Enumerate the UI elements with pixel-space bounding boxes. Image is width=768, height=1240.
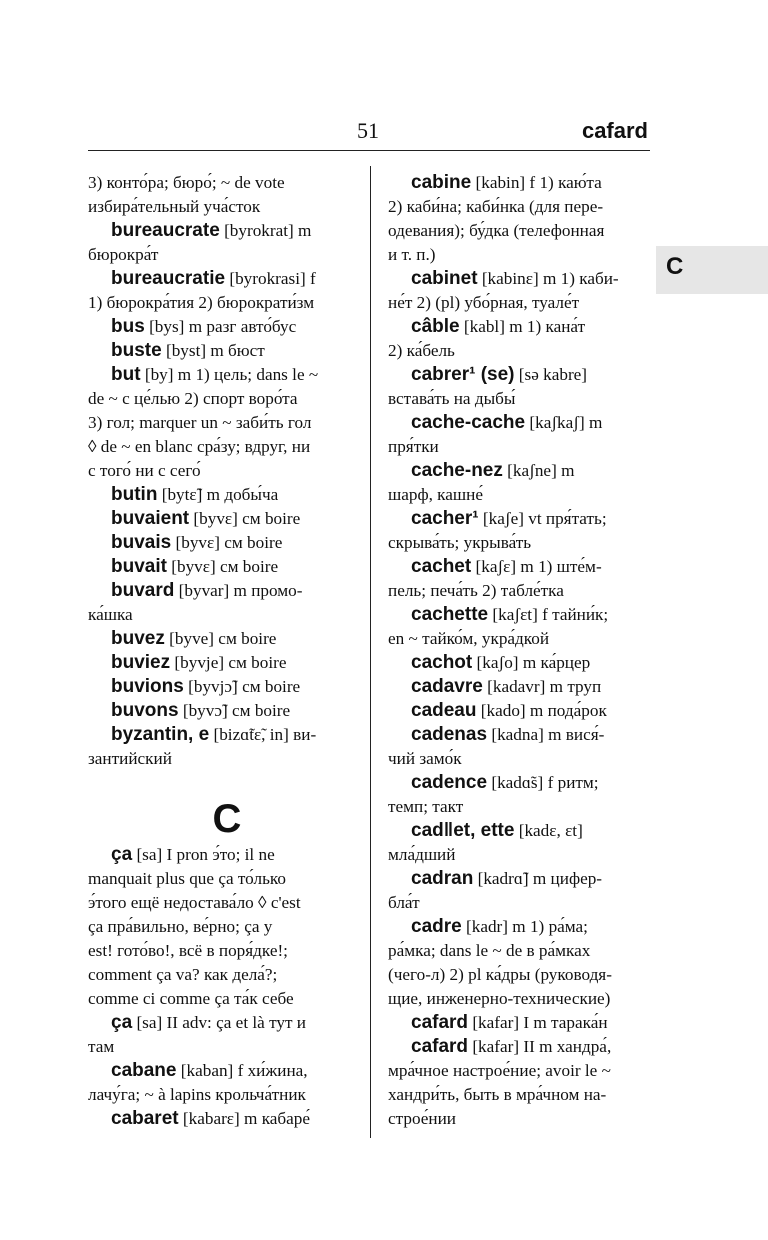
entry-text: [bizɑ̃tɛ̃, in] ви- [209, 725, 317, 744]
headword: buvions [111, 676, 184, 697]
entry-continuation-line [88, 387, 358, 411]
headword: cadre [411, 916, 462, 937]
entry-continuation-line [88, 459, 358, 483]
entry-continuation-line [88, 747, 358, 771]
dictionary-entry [388, 699, 650, 723]
dictionary-entry [88, 531, 358, 555]
headword: byzantin, e [111, 724, 210, 745]
dictionary-entry [388, 171, 650, 195]
dictionary-entry [388, 363, 650, 387]
entry-continuation-line [388, 291, 650, 315]
dictionary-entry [388, 819, 650, 843]
headword: cafard [411, 1012, 469, 1033]
entry-text: (чего-л) 2) pl ка́дры (руководя- [388, 965, 612, 984]
entry-continuation-line [88, 1035, 358, 1059]
entry-text: [kadɛ, ɛt] [514, 821, 583, 840]
headword: buvard [111, 580, 175, 601]
dictionary-entry [88, 1059, 358, 1083]
column-divider [370, 166, 371, 1138]
entry-continuation-line [388, 747, 650, 771]
headword: cache-cache [411, 412, 526, 433]
entry-continuation-line [88, 867, 358, 891]
section-letter: C [212, 797, 242, 841]
entry-text: шарф, кашне́ [388, 485, 483, 504]
entry-text: [kado] m пода́рок [476, 701, 607, 720]
headword: ça [111, 1012, 133, 1033]
entry-text: бла́т [388, 893, 420, 912]
entry-text: comme ci comme ça та́к себе [88, 989, 294, 1008]
dictionary-entry [88, 483, 358, 507]
entry-text: [byvɔ̃] см boire [178, 701, 291, 720]
entry-text: [kafar] II m хандра́, [468, 1037, 612, 1056]
entry-continuation-line [388, 339, 650, 363]
headword: cafard [411, 1036, 469, 1057]
entry-text: 3) конто́ра; бюро́; ~ de vote [88, 173, 285, 192]
entry-text: встава́ть на дыбы́ [388, 389, 516, 408]
running-head-word: cafard [581, 118, 648, 143]
left-column [88, 171, 358, 1131]
entry-text: [kaʃɛ] m 1) ште́м- [471, 557, 602, 576]
headword: cadenas [411, 724, 488, 745]
entry-text: и т. п.) [388, 245, 436, 264]
entry-text: [kafar] I m тарака́н [468, 1013, 608, 1032]
dictionary-entry [388, 507, 650, 531]
entry-text: [kaban] f хи́жина, [176, 1061, 308, 1080]
entry-text: 3) гол; marquer un ~ заби́ть гол [88, 413, 312, 432]
headword: cachot [411, 652, 473, 673]
dictionary-entry [388, 915, 650, 939]
entry-continuation-line [388, 987, 650, 1011]
entry-text: [by] m 1) цель; dans le ~ [140, 365, 319, 384]
entry-text: там [88, 1037, 115, 1056]
dictionary-entry [88, 579, 358, 603]
entry-continuation-line [388, 531, 650, 555]
dictionary-entry [88, 675, 358, 699]
headword: buvez [111, 628, 165, 649]
dictionary-entry [88, 555, 358, 579]
entry-text: щие, инженерно-технические) [388, 989, 611, 1008]
entry-continuation-line [388, 483, 650, 507]
headword: buvait [111, 556, 167, 577]
dictionary-entry [88, 315, 358, 339]
dictionary-entry [388, 651, 650, 675]
entry-text: [byvjɔ̃] см boire [183, 677, 301, 696]
headword: bus [111, 316, 145, 337]
headword: buvaient [111, 508, 190, 529]
entry-continuation-line [388, 843, 650, 867]
entry-text: [kadr] m 1) ра́ма; [461, 917, 588, 936]
entry-text: [kaʃe] vt пря́тать; [478, 509, 607, 528]
entry-continuation-line [88, 915, 358, 939]
entry-continuation-line [388, 243, 650, 267]
entry-text: [kabl] m 1) кана́т [459, 317, 586, 336]
dictionary-entry [388, 1035, 650, 1059]
entry-text: [byvɛ] см boire [171, 533, 283, 552]
dictionary-entry [388, 555, 650, 579]
dictionary-entry [388, 411, 650, 435]
entry-text: мла́дший [388, 845, 456, 864]
entry-continuation-line [88, 603, 358, 627]
thumb-index-letter: C [666, 253, 684, 280]
entry-text: темп; такт [388, 797, 464, 816]
headword: bureaucratie [111, 268, 226, 289]
headword: butin [111, 484, 158, 505]
entry-continuation-line [388, 435, 650, 459]
entry-continuation-line [88, 891, 358, 915]
entry-continuation-line [388, 219, 650, 243]
entry-text: [byvɛ] см boire [166, 557, 279, 576]
entry-text: [kabinɛ] m 1) каби- [477, 269, 619, 288]
entry-text: пель; печа́ть 2) табле́тка [388, 581, 564, 600]
dictionary-entry [88, 627, 358, 651]
entry-text: хандри́ть, быть в мра́чном на- [388, 1085, 607, 1104]
entry-text: с того́ ни с сего́ [88, 461, 201, 480]
headword: buvons [111, 700, 179, 721]
dictionary-entry [388, 675, 650, 699]
entry-continuation-line [88, 243, 358, 267]
entry-continuation-line [88, 411, 358, 435]
dictionary-entry [388, 771, 650, 795]
entry-continuation-line [388, 195, 650, 219]
dictionary-entry [88, 1011, 358, 1035]
entry-text: [kadrɑ̃] m цифер- [473, 869, 603, 888]
dictionary-entry [388, 603, 650, 627]
dictionary-entry [88, 507, 358, 531]
entry-text: [byrokrasi] f [225, 269, 316, 288]
entry-text: бюрокра́т [88, 245, 159, 264]
headword: cadavre [411, 676, 483, 697]
headword: cache-nez [411, 460, 503, 481]
entry-text: [kadna] m вися́- [487, 725, 605, 744]
entry-continuation-line [388, 963, 650, 987]
entry-continuation-line [388, 627, 650, 651]
entry-text: [kadavr] m труп [482, 677, 602, 696]
entry-continuation-line [388, 1107, 650, 1131]
entry-text: ça пра́вильно, ве́рно; ça y [88, 917, 273, 936]
entry-text: [byve] см boire [164, 629, 277, 648]
entry-text: мра́чное настрое́ние; avoir le ~ [388, 1061, 611, 1080]
entry-text: [kaʃne] m [502, 461, 575, 480]
headword: bureaucrate [111, 220, 220, 241]
dictionary-entry [88, 843, 358, 867]
headword: cabaret [111, 1108, 179, 1129]
dictionary-entry [88, 363, 358, 387]
entry-text: en ~ тайко́м, укра́дкой [388, 629, 550, 648]
headword: cabane [111, 1060, 177, 1081]
entry-text: одевания); бу́дка (телефонная [388, 221, 605, 240]
entry-continuation-line [88, 1083, 358, 1107]
page-number: 51 [357, 118, 379, 143]
entry-continuation-line [388, 387, 650, 411]
entry-text: 2) ка́бель [388, 341, 455, 360]
entry-continuation-line [388, 795, 650, 819]
entry-text: [kadɑ̃s] f ритм; [487, 773, 599, 792]
entry-text: зантийский [88, 749, 172, 768]
dictionary-entry [388, 315, 650, 339]
entry-continuation-line [388, 891, 650, 915]
headword: cacher¹ [411, 508, 479, 529]
entry-text: ◊ de ~ en blanc сра́зу; вдруг, ни [88, 437, 311, 456]
header-rule [88, 150, 650, 151]
entry-text: [byst] m бюст [161, 341, 265, 360]
dictionary-entry [388, 267, 650, 291]
dictionary-entry [88, 1107, 358, 1131]
entry-text: не́т 2) (pl) убо́рная, туале́т [388, 293, 580, 312]
entry-text: э́того ещё недостава́ло ◊ c'est [88, 893, 301, 912]
entry-continuation-line [88, 171, 358, 195]
entry-text: [sa] II adv: ça et là тут и [132, 1013, 306, 1032]
entry-continuation-line [88, 291, 358, 315]
dictionary-entry [88, 699, 358, 723]
entry-text: лачу́га; ~ à lapins крольча́тник [88, 1085, 306, 1104]
entry-text: comment ça va? как дела́?; [88, 965, 278, 984]
dictionary-entry [88, 651, 358, 675]
entry-text: [bys] m разг авто́бус [144, 317, 297, 336]
entry-text: [kaʃo] m ка́рцер [472, 653, 591, 672]
entry-text: est! гото́во!, всё в поря́дке!; [88, 941, 288, 960]
entry-text: 1) бюрокра́тия 2) бюрократи́зм [88, 293, 315, 312]
entry-continuation-line [88, 195, 358, 219]
entry-continuation-line [388, 1059, 650, 1083]
entry-text: de ~ с це́лью 2) спорт воро́та [88, 389, 298, 408]
entry-text: [bytɛ̃] m добы́ча [157, 485, 279, 504]
entry-text: ка́шка [88, 605, 133, 624]
entry-text: [byrokrat] m [219, 221, 312, 240]
right-column [388, 171, 650, 1131]
headword: cadence [411, 772, 488, 793]
entry-continuation-line [88, 435, 358, 459]
headword: buvais [111, 532, 172, 553]
entry-text: пря́тки [388, 437, 439, 456]
dictionary-entry [88, 267, 358, 291]
headword: cabine [411, 172, 472, 193]
entry-text: [kaʃɛt] f тайни́к; [488, 605, 609, 624]
headword: buste [111, 340, 162, 361]
headword: cadeau [411, 700, 477, 721]
dictionary-entry [388, 723, 650, 747]
headword: ça [111, 844, 133, 865]
dictionary-entry [388, 867, 650, 891]
dictionary-entry [388, 1011, 650, 1035]
dictionary-entry [88, 219, 358, 243]
entry-text: [byvar] m промо- [174, 581, 303, 600]
entry-text: manquait plus que ça то́лько [88, 869, 287, 888]
headword: cachet [411, 556, 472, 577]
headword: cachette [411, 604, 489, 625]
entry-text: [sa] I pron э́то; il ne [132, 845, 275, 864]
entry-text: [kabarɛ] m кабаре́ [178, 1109, 311, 1128]
entry-text: [sə kabre] [514, 365, 588, 384]
entry-continuation-line [88, 939, 358, 963]
entry-continuation-line [88, 987, 358, 1011]
headword: cadran [411, 868, 474, 889]
dictionary-entry [88, 723, 358, 747]
dictionary-entry [388, 459, 650, 483]
headword: buviez [111, 652, 171, 673]
headword: câble [411, 316, 460, 337]
entry-text: 2) каби́на; каби́нка (для пере- [388, 197, 604, 216]
dictionary-entry [88, 339, 358, 363]
entry-text: [byvje] см boire [170, 653, 287, 672]
entry-text: ра́мка; dans le ~ de в ра́мках [388, 941, 591, 960]
entry-continuation-line [88, 963, 358, 987]
entry-continuation-line [388, 579, 650, 603]
headword: cabinet [411, 268, 478, 289]
headword: cabrer¹ (se) [411, 364, 515, 385]
entry-text: строе́нии [388, 1109, 456, 1128]
entry-text: избира́тельный уча́сток [88, 197, 261, 216]
headword: cad‖et, ette [411, 820, 515, 841]
entry-text: [kaʃkaʃ] m [525, 413, 603, 432]
entry-continuation-line [388, 939, 650, 963]
entry-continuation-line [388, 1083, 650, 1107]
entry-text: [byvɛ] см boire [189, 509, 301, 528]
page-header [88, 118, 650, 150]
entry-text: [kabin] f 1) каю́та [471, 173, 602, 192]
entry-text: чий замо́к [388, 749, 462, 768]
entry-text: скрыва́ть; укрыва́ть [388, 533, 532, 552]
headword: but [111, 364, 141, 385]
